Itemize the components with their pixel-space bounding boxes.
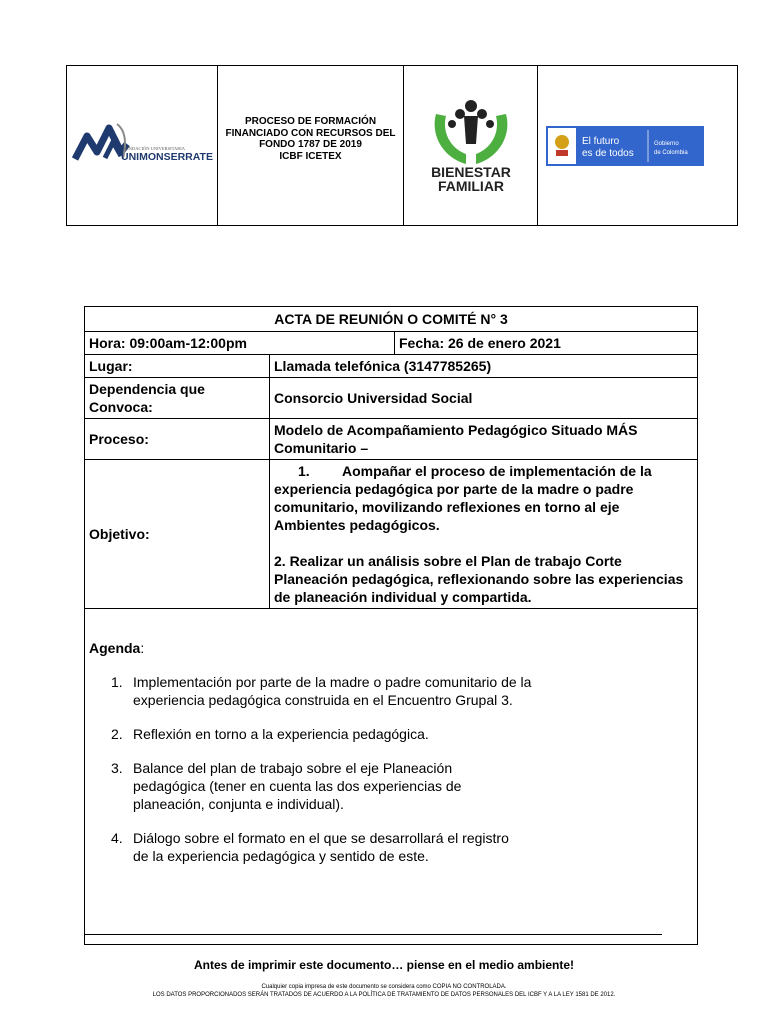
footer-copy-notice: Cualquier copia impresa de este documento se considera como COPIA NO CONTROLADA.	[261, 984, 507, 990]
agenda-cell	[85, 609, 698, 945]
header-bienestar-cell	[404, 66, 538, 225]
hora-cell: Hora: 09:00am-12:00pm	[85, 332, 395, 355]
agenda-item-number: 3.	[111, 760, 123, 776]
lugar-label: Lugar:	[85, 355, 270, 378]
lugar-value: Llamada telefónica (3147785265)	[270, 355, 698, 378]
objetivo-item-1	[274, 462, 693, 534]
agenda-item	[85, 725, 697, 743]
agenda-list	[85, 673, 697, 865]
dependencia-value: Consorcio Universidad Social	[270, 378, 698, 419]
gobierno-colombia-logo	[538, 66, 738, 226]
footer-divider	[84, 934, 662, 935]
slogan-line-1: El futuro	[582, 136, 620, 147]
acta-title: ACTA DE REUNIÓN O COMITÉ N° 3	[85, 307, 698, 332]
proceso-value: Modelo de Acompañamiento Pedagógico Situado MÁS Comunitario –	[270, 419, 698, 460]
agenda-item-number: 1.	[111, 674, 123, 690]
bienestar-text: BIENESTAR	[431, 164, 511, 180]
agenda-label: Agenda	[89, 640, 141, 656]
agenda-heading	[89, 639, 697, 657]
objetivo-1-text: Aompañar el proceso de implementación de la experiencia pedagógica por parte de la madre o padre comunitario, movilizando reflexiones en torno al eje Ambientes pedagógicos.	[274, 463, 652, 533]
header-logo-cell	[67, 66, 218, 225]
agenda-item-text: Balance del plan de trabajo sobre el eje Planeación pedagógica (tener en cuenta las dos experiencias de planeación, conjunta e individual).	[133, 760, 462, 812]
agenda-item-text: Diálogo sobre el formato en el que se desarrollará el registro de la experiencia pedagógica y sentido de este.	[133, 830, 509, 864]
footer-legal-text: LOS DATOS PROPORCIONADOS SERÁN TRATADOS DE ACUERDO A LA POLÍTICA DE TRATAMIENTO DE DATOS PERSONALES DEL ICBF Y A LA LEY 1581 DE 2012.	[152, 992, 616, 998]
fecha-cell: Fecha: 26 de enero 2021	[395, 332, 698, 355]
familiar-text: FAMILIAR	[437, 178, 505, 194]
acta-table	[84, 306, 698, 945]
agenda-item-text: Reflexión en torno a la experiencia pedagógica.	[133, 726, 429, 742]
objetivo-label: Objetivo:	[85, 460, 270, 609]
objetivo-value	[270, 460, 698, 609]
slogan-line-2: es de todos	[582, 148, 634, 159]
process-line-3: FONDO 1787 DE 2019	[259, 139, 362, 150]
header-table	[66, 65, 738, 226]
gov-line-2: de Colombia	[654, 150, 688, 156]
agenda-item	[85, 829, 697, 865]
agenda-item-text: Implementación por parte de la madre o padre comunitario de la experiencia pedagógica construida en el Encuentro Grupal 3.	[133, 674, 532, 708]
agenda-item-number: 4.	[111, 830, 123, 846]
process-description	[218, 116, 403, 162]
logo-small-text: FUNDACIÓN UNIVERSITARIA	[123, 146, 186, 151]
header-process-cell	[218, 66, 404, 225]
unimonserrate-logo	[67, 66, 217, 226]
footer-legal	[0, 983, 768, 999]
process-line-1: PROCESO DE FORMACIÓN	[244, 116, 377, 127]
agenda-item	[85, 759, 697, 813]
proceso-label: Proceso:	[85, 419, 270, 460]
gov-line-1: Gobierno	[654, 141, 679, 147]
process-line-2: FINANCIADO CON RECURSOS DEL	[225, 127, 396, 139]
footer-note: Antes de imprimir este documento… piense en el medio ambiente!	[193, 958, 575, 972]
objetivo-1-num: 1.	[298, 463, 310, 479]
bienestar-familiar-logo	[404, 66, 538, 226]
agenda-colon: :	[140, 640, 145, 656]
objetivo-item-2: 2. Realizar un análisis sobre el Plan de trabajo Corte Planeación pedagógica, reflexionando sobre las experiencias de planeación individual y compartida.	[274, 553, 684, 605]
logo-brand-text: UNIMONSERRATE	[121, 151, 213, 163]
agenda-item	[85, 673, 697, 709]
dependencia-label: Dependencia que Convoca:	[85, 378, 270, 419]
agenda-item-number: 2.	[111, 726, 123, 742]
header-gov-cell	[538, 66, 737, 225]
process-line-4: ICBF ICETEX	[279, 150, 342, 162]
